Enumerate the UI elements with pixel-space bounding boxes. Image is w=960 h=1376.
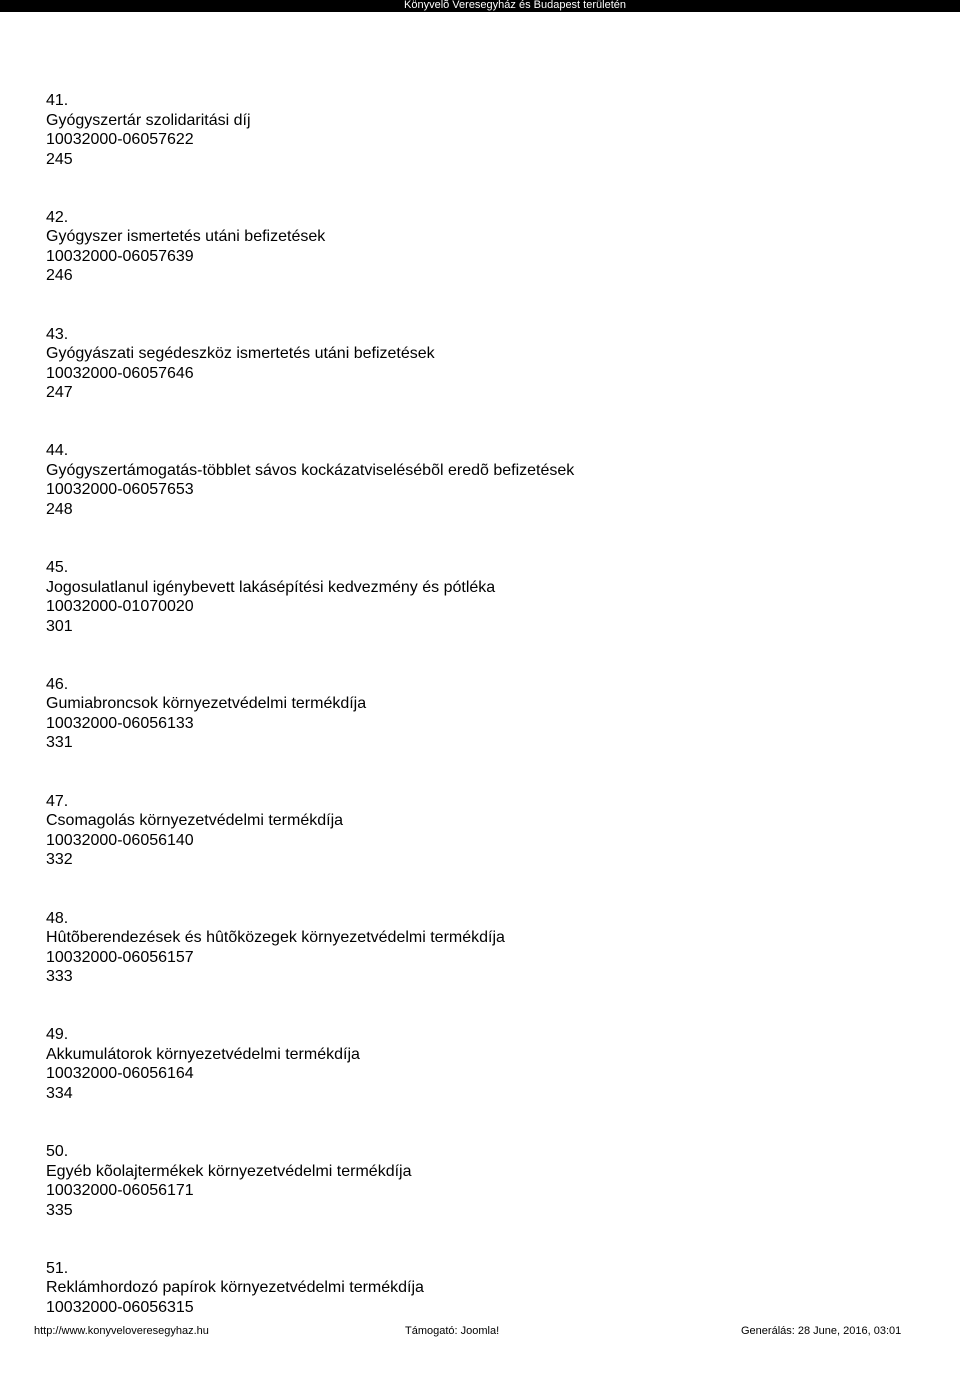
entry-name: Egyéb kõolajtermékek környezetvédelmi termékdíja <box>46 1162 412 1180</box>
entry-account: 10032000-06056171 <box>46 1182 194 1200</box>
entry-name: Hûtõberendezések és hûtõközegek környezetvédelmi termékdíja <box>46 929 505 947</box>
list-item <box>46 208 926 325</box>
entry-account: 10032000-06056315 <box>46 1298 194 1316</box>
entry-name: Jogosulatlanul igénybevett lakásépítési kedvezmény és pótléka <box>46 578 496 596</box>
list-item <box>46 441 926 558</box>
entry-number: 41. <box>46 92 69 109</box>
entry-code: 248 <box>46 500 73 518</box>
entry-account: 10032000-06056164 <box>46 1065 194 1083</box>
entry-code: 332 <box>46 851 73 869</box>
entry-name: Gyógyszertár szolidaritási díj <box>46 111 251 129</box>
entry-number: 49. <box>46 1026 69 1044</box>
list-item <box>46 1142 926 1259</box>
entry-code: 301 <box>46 617 73 635</box>
entry-number: 43. <box>46 325 69 343</box>
entry-name: Reklámhordozó papírok környezetvédelmi termékdíja <box>46 1279 424 1297</box>
entry-list <box>46 91 926 1376</box>
entry-code: 335 <box>46 1201 73 1219</box>
entry-number: 48. <box>46 909 69 927</box>
footer-supporter: Támogató: Joomla! <box>405 1325 500 1337</box>
entry-name: Gyógyszer ismertetés utáni befizetések <box>46 228 326 246</box>
list-item <box>46 325 926 442</box>
entry-account: 10032000-06056140 <box>46 831 194 849</box>
list-item <box>46 1259 926 1376</box>
entry-number: 47. <box>46 792 69 810</box>
entry-account: 10032000-06057639 <box>46 247 194 265</box>
footer-generated-date: Generálás: 28 June, 2016, 03:01 <box>741 1325 902 1337</box>
entry-code: 246 <box>46 267 73 285</box>
entry-number: 50. <box>46 1143 69 1161</box>
entry-account: 10032000-01070020 <box>46 598 194 616</box>
entry-account: 10032000-06057646 <box>46 364 194 382</box>
entry-name: Gyógyszertámogatás-többlet sávos kockázatviselésébõl eredõ befizetések <box>46 461 575 479</box>
entry-code: 331 <box>46 734 73 752</box>
list-item <box>46 792 926 909</box>
entry-code: 245 <box>46 150 73 168</box>
list-item <box>46 91 926 208</box>
entry-name: Gyógyászati segédeszköz ismertetés utáni befizetések <box>46 345 435 363</box>
entry-name: Csomagolás környezetvédelmi termékdíja <box>46 812 344 830</box>
footer-site-link[interactable]: http://www.konyveloveresegyhaz.hu <box>34 1325 209 1337</box>
list-item <box>46 675 926 792</box>
list-item <box>46 1025 926 1142</box>
entry-number: 42. <box>46 208 69 226</box>
entry-number: 44. <box>46 442 69 460</box>
entry-name: Akkumulátorok környezetvédelmi termékdíja <box>46 1045 360 1063</box>
entry-number: 45. <box>46 559 69 577</box>
list-item <box>46 558 926 675</box>
entry-account: 10032000-06056133 <box>46 714 194 732</box>
top-header-bar <box>0 0 960 12</box>
list-item <box>46 909 926 1026</box>
entry-name: Gumiabroncsok környezetvédelmi termékdíja <box>46 695 367 713</box>
header-title: Könyvelõ Veresegyház és Budapest területén <box>404 0 626 11</box>
entry-number: 46. <box>46 675 69 693</box>
entry-account: 10032000-06057653 <box>46 481 194 499</box>
page-footer <box>0 1324 960 1338</box>
entry-code: 334 <box>46 1084 73 1102</box>
entry-number: 51. <box>46 1259 69 1277</box>
entry-code: 247 <box>46 384 73 402</box>
entry-account: 10032000-06056157 <box>46 948 194 966</box>
entry-account: 10032000-06057622 <box>46 131 194 148</box>
entry-code: 333 <box>46 968 73 986</box>
